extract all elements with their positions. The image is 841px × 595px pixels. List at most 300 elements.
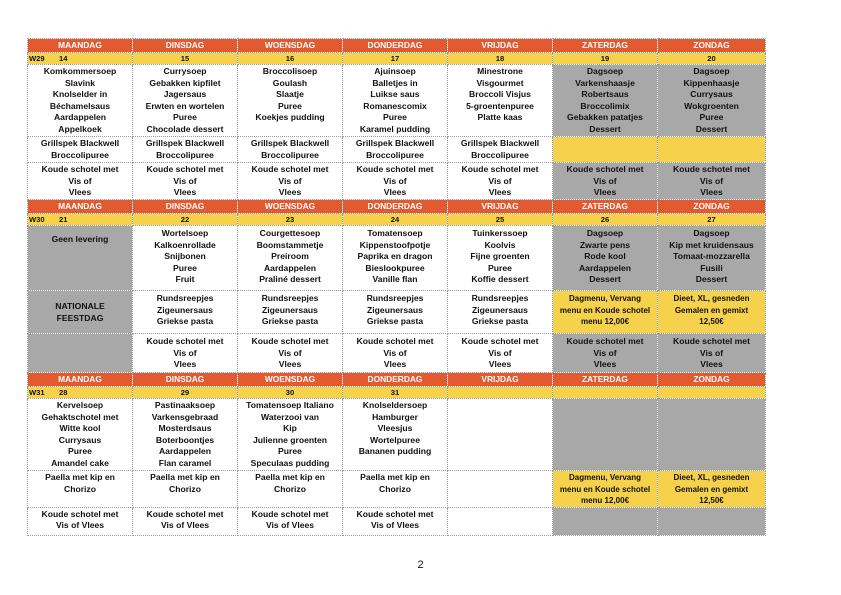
day-name: VRIJDAG [448, 39, 553, 53]
menu-line: Boterboontjes [155, 434, 215, 445]
menu-row [28, 226, 766, 291]
day-name: MAANDAG [28, 200, 133, 214]
menu-line: Platte kaas [477, 112, 523, 123]
day-name: DONDERDAG [343, 39, 448, 53]
menu-line: Grillspek Blackwell [40, 138, 120, 148]
menu-line: Dagsoep [693, 66, 730, 76]
menu-line: Vis of [699, 175, 724, 186]
menu-line: Dagsoep [586, 228, 624, 238]
day-header-row [28, 373, 766, 387]
menu-line: Griekse pasta [261, 316, 319, 327]
day-name: ZONDAG [658, 200, 766, 214]
day-name: ZATERDAG [553, 39, 658, 53]
menu-line: Puree [278, 446, 302, 457]
date-number: 23 [238, 214, 343, 226]
menu-line: Tomaat-mozzarella [673, 251, 750, 262]
date-number: 22 [133, 214, 238, 226]
menu-line: Puree [173, 112, 197, 123]
menu-line: Vlees [700, 359, 723, 370]
day-name: ZONDAG [658, 373, 766, 387]
menu-line: Currysaus [58, 434, 102, 445]
menu-line: Grillspek Blackwell [145, 138, 225, 148]
menu-line: Puree [383, 112, 407, 123]
menu-line: Vis of [593, 175, 617, 186]
day-header-row [28, 39, 766, 53]
menu-cell [133, 399, 238, 471]
menu-line: Vleesjus [377, 423, 413, 434]
menu-line: Dagsoep [586, 66, 624, 76]
menu-line: Koolvis [484, 239, 516, 250]
date-number: 18 [448, 53, 553, 65]
menu-line: Vis of Vlees [370, 520, 420, 531]
menu-row [28, 471, 766, 508]
menu-line: Julienne groenten [252, 434, 327, 445]
menu-cell [28, 507, 133, 535]
menu-line: Snijbonen [164, 251, 206, 262]
week-date-cell [28, 53, 133, 65]
menu-cell [238, 399, 343, 471]
menu-line: Paella met kip en [255, 472, 325, 482]
menu-line: Koude schotel met [251, 164, 329, 174]
date-number [658, 387, 766, 399]
menu-row [28, 65, 766, 137]
menu-line: Koude schotel met [146, 164, 224, 174]
menu-line: Komkommersoep [43, 66, 117, 76]
menu-cell [448, 291, 553, 334]
menu-line: Bananen pudding [358, 446, 432, 457]
menu-line: FEESTDAG [56, 313, 104, 323]
menu-line: Vis of [173, 347, 197, 358]
menu-cell [28, 471, 133, 508]
menu-line: Dagmenu, Vervang [568, 473, 642, 482]
menu-line: Wortelpuree [370, 434, 420, 445]
menu-line: Dieet, XL, gesneden [673, 294, 750, 303]
menu-cell [133, 334, 238, 373]
menu-cell [448, 334, 553, 373]
date-row [28, 53, 766, 65]
menu-line: Vis of [383, 347, 407, 358]
date-number: 19 [553, 53, 658, 65]
menu-cell [28, 226, 133, 291]
menu-cell [553, 137, 658, 163]
menu-line: Puree [488, 262, 512, 273]
menu-line: Broccolipuree [471, 149, 529, 160]
menu-line: menu en Koude schotel [559, 305, 651, 315]
menu-cell [448, 399, 553, 471]
menu-cell [238, 471, 343, 508]
menu-line: Knolselder in [52, 89, 108, 100]
menu-line: Vlees [488, 359, 512, 370]
menu-cell [658, 163, 766, 200]
menu-row [28, 334, 766, 373]
menu-line: 12,50€ [699, 317, 724, 327]
day-name: VRIJDAG [448, 373, 553, 387]
menu-line: Griekse pasta [156, 316, 214, 327]
date-number: 26 [553, 214, 658, 226]
menu-line: Bieslookpuree [365, 262, 425, 273]
menu-line: Puree [278, 100, 302, 111]
menu-cell [448, 65, 553, 137]
menu-cell [238, 65, 343, 137]
menu-line: Rundsreepjes [471, 293, 529, 303]
menu-line: Slaatje [276, 89, 304, 100]
menu-line: Chorizo [379, 483, 411, 494]
menu-line: Erwten en wortelen [145, 100, 225, 111]
menu-cell [28, 334, 133, 373]
date-number: 17 [343, 53, 448, 65]
menu-cell [658, 507, 766, 535]
day-name: WOENSDAG [238, 200, 343, 214]
date-number: 25 [448, 214, 553, 226]
menu-line: Vis of [699, 347, 724, 358]
day-name: ZONDAG [658, 39, 766, 53]
menu-line: Broccolipuree [156, 149, 214, 160]
menu-row [28, 507, 766, 535]
menu-line: Vis of [593, 347, 617, 358]
menu-line: Koffie dessert [471, 274, 529, 285]
menu-line: Broccolipuree [261, 149, 319, 160]
menu-cell [343, 471, 448, 508]
menu-line: Chorizo [274, 483, 306, 494]
day-name: MAANDAG [28, 39, 133, 53]
menu-cell [133, 163, 238, 200]
menu-cell [238, 137, 343, 163]
menu-line: Broccolipuree [51, 149, 109, 160]
menu-line: 5-groentenpuree [466, 100, 534, 111]
menu-line: Balletjes in [372, 77, 418, 88]
date-row [28, 214, 766, 226]
week-date-cell [28, 214, 133, 226]
menu-line: Koude schotel met [673, 336, 750, 346]
menu-line: Chorizo [169, 483, 201, 494]
menu-line: Rundsreepjes [156, 293, 214, 303]
menu-line: Hamburger [372, 411, 418, 422]
menu-line: Koude schotel met [41, 508, 119, 519]
menu-line: Geen levering [51, 234, 109, 244]
menu-cell [448, 163, 553, 200]
menu-line: Broccolimix [580, 100, 630, 111]
menu-line: Wokgroenten [684, 100, 739, 111]
week-date-cell [28, 387, 133, 399]
menu-line: Vlees [173, 187, 197, 198]
menu-cell [238, 507, 343, 535]
menu-line: Vlees [593, 187, 617, 198]
menu-line: Kippenhaasje [683, 77, 740, 88]
menu-line: Aardappelen [53, 112, 107, 123]
menu-line: Gehaktschotel met [41, 411, 119, 422]
menu-line: Koude schotel met [356, 164, 434, 174]
menu-line: Vis of [68, 175, 92, 186]
menu-line: Vlees [278, 359, 302, 370]
menu-cell [133, 471, 238, 508]
menu-line: Ajuinsoep [374, 66, 416, 76]
menu-line: Kip met kruidensaus [669, 239, 754, 250]
menu-line: Koude schotel met [356, 508, 434, 519]
menu-line: Koude schotel met [251, 508, 329, 519]
menu-line: Goulash [272, 77, 308, 88]
menu-cell [448, 471, 553, 508]
week-number: W30 [29, 215, 45, 224]
menu-cell [343, 163, 448, 200]
menu-cell [553, 65, 658, 137]
menu-line: Fruit [175, 274, 195, 285]
menu-line: Broccolipuree [366, 149, 424, 160]
menu-line: Broccolisoep [262, 66, 318, 76]
menu-line: NATIONALE [55, 301, 105, 312]
menu-line: Koude schotel met [673, 164, 750, 174]
day-name: VRIJDAG [448, 200, 553, 214]
menu-line: Griekse pasta [471, 316, 529, 327]
menu-row [28, 399, 766, 471]
menu-line: Knolseldersoep [362, 400, 428, 410]
menu-line: Paella met kip en [45, 472, 115, 482]
menu-cell [553, 163, 658, 200]
menu-cell [553, 291, 658, 334]
menu-line: Aardappelen [263, 262, 317, 273]
menu-line: Dessert [695, 274, 728, 285]
menu-line: Dessert [695, 123, 728, 134]
day-name: DONDERDAG [343, 200, 448, 214]
menu-line: Gemalen en gemixt [674, 305, 749, 315]
day-name: WOENSDAG [238, 39, 343, 53]
menu-cell [133, 65, 238, 137]
menu-line: Tuinkerssoep [472, 228, 528, 238]
menu-line: Karamel pudding [359, 123, 431, 134]
menu-cell [343, 226, 448, 291]
menu-line: Wortelsoep [161, 228, 209, 238]
menu-line: Tomatensoep Italiano [246, 400, 334, 410]
menu-cell [658, 291, 766, 334]
menu-line: Béchamelsaus [49, 100, 111, 111]
menu-line: Fusili [700, 262, 723, 273]
menu-line: Koude schotel met [356, 336, 434, 346]
menu-cell [343, 334, 448, 373]
menu-line: Varkensgebraad [151, 411, 219, 422]
menu-line: Vis of Vlees [160, 520, 210, 531]
menu-line: Vis of Vlees [55, 520, 105, 531]
menu-cell [343, 65, 448, 137]
menu-line: Vanille flan [372, 274, 418, 285]
menu-line: Broccoli Visjus [469, 89, 531, 100]
menu-cell [28, 163, 133, 200]
menu-cell [238, 226, 343, 291]
day-name: WOENSDAG [238, 373, 343, 387]
menu-line: Romanescomix [363, 100, 427, 111]
menu-line: menu en Koude schotel [559, 484, 651, 494]
menu-line: Chorizo [64, 483, 96, 494]
menu-line: Pastinaaksoep [154, 400, 216, 410]
menu-row [28, 137, 766, 163]
menu-line: Koude schotel met [41, 164, 119, 174]
menu-line: Currysoep [163, 66, 207, 76]
menu-line: Koude schotel met [146, 336, 224, 346]
menu-line: Vis of [488, 175, 512, 186]
menu-line: Dessert [589, 274, 621, 285]
menu-cell [553, 334, 658, 373]
menu-line: Grillspek Blackwell [460, 138, 540, 148]
menu-cell [448, 226, 553, 291]
menu-line: Koude schotel met [461, 164, 539, 174]
menu-line: Aardappelen [578, 262, 632, 273]
date-row [28, 387, 766, 399]
menu-cell [133, 291, 238, 334]
menu-cell [28, 65, 133, 137]
menu-cell [553, 226, 658, 291]
menu-cell [448, 507, 553, 535]
menu-line: Praliné dessert [259, 274, 321, 285]
menu-line: Vis of Vlees [265, 520, 315, 531]
menu-cell [343, 137, 448, 163]
menu-line: Paella met kip en [360, 472, 430, 482]
menu-cell [238, 291, 343, 334]
menu-line: Rundsreepjes [261, 293, 319, 303]
menu-line: Grillspek Blackwell [250, 138, 330, 148]
menu-line: menu 12,00€ [580, 317, 630, 327]
menu-line: Luikse saus [370, 89, 420, 100]
menu-line: Vis of [173, 175, 197, 186]
menu-line: menu 12,00€ [580, 496, 630, 506]
day-name: DONDERDAG [343, 373, 448, 387]
menu-line: Vlees [488, 187, 512, 198]
day-name: DINSDAG [133, 200, 238, 214]
menu-line: Witte kool [59, 423, 101, 434]
menu-line: Preiroom [271, 251, 309, 262]
menu-line: Vlees [173, 359, 197, 370]
menu-cell [553, 471, 658, 508]
menu-line: Zigeunersaus [367, 304, 423, 315]
menu-line: 12,50€ [699, 496, 724, 506]
menu-cell [133, 226, 238, 291]
menu-cell [133, 507, 238, 535]
menu-line: Fijne groenten [470, 251, 530, 262]
menu-line: Amandel cake [51, 457, 109, 468]
date-number [448, 387, 553, 399]
weekly-menu-table [27, 38, 766, 536]
menu-line: Slavink [64, 77, 96, 88]
date-number: 31 [343, 387, 448, 399]
menu-line: Kalkoenrollade [154, 239, 216, 250]
menu-line: Vis of [278, 175, 302, 186]
date-number: 15 [133, 53, 238, 65]
menu-line: Aardappelen [158, 446, 212, 457]
menu-line: Chocolade dessert [146, 123, 224, 134]
menu-line: Zwarte pens [579, 239, 631, 250]
menu-cell [343, 399, 448, 471]
menu-cell [238, 334, 343, 373]
menu-line: Koude schotel met [146, 508, 224, 519]
menu-cell [658, 471, 766, 508]
menu-line: Puree [68, 446, 92, 457]
menu-line: Puree [699, 112, 724, 123]
menu-cell [28, 291, 133, 334]
day-name: ZATERDAG [553, 200, 658, 214]
menu-line: Kippenstoofpotje [359, 239, 431, 250]
menu-line: Paprika en dragon [357, 251, 433, 262]
menu-cell [658, 226, 766, 291]
week-number: W31 [29, 388, 45, 397]
menu-line: Flan caramel [158, 457, 212, 468]
menu-line: Zigeunersaus [262, 304, 318, 315]
menu-cell [28, 399, 133, 471]
date-number: 21 [59, 215, 68, 224]
week-number: W29 [29, 54, 45, 63]
menu-line: Koude schotel met [461, 336, 539, 346]
menu-cell [133, 137, 238, 163]
menu-cell [448, 137, 553, 163]
date-number: 20 [658, 53, 766, 65]
menu-line: Visgourmet [476, 77, 524, 88]
menu-line: Boomstammetje [256, 239, 324, 250]
date-number [553, 387, 658, 399]
date-number: 28 [59, 388, 68, 397]
menu-line: Puree [173, 262, 197, 273]
menu-line: Mosterdsaus [158, 423, 212, 434]
menu-line: Speculaas pudding [250, 457, 330, 468]
menu-line: Gebakken kipfilet [149, 77, 221, 88]
menu-cell [343, 507, 448, 535]
menu-line: Tomatensoep [367, 228, 423, 238]
menu-row [28, 163, 766, 200]
menu-line: Vis of [383, 175, 407, 186]
day-name: MAANDAG [28, 373, 133, 387]
menu-line: Rode kool [584, 251, 626, 262]
menu-line: Waterzooi van [261, 411, 319, 422]
page-number: 2 [417, 559, 424, 571]
menu-line: Dessert [589, 123, 621, 134]
menu-line: Vlees [278, 187, 302, 198]
menu-cell [658, 65, 766, 137]
menu-line: Vlees [593, 359, 617, 370]
day-name: ZATERDAG [553, 373, 658, 387]
menu-line: Gebakken patatjes [567, 112, 643, 123]
menu-cell [658, 137, 766, 163]
menu-line: Jagersaus [163, 89, 207, 100]
day-name: DINSDAG [133, 39, 238, 53]
menu-line: Vlees [68, 187, 92, 198]
menu-line: Dagsoep [693, 228, 730, 238]
menu-line: Koude schotel met [251, 336, 329, 346]
menu-line: Kip [283, 423, 297, 434]
menu-line: Zigeunersaus [157, 304, 213, 315]
menu-line: Vlees [700, 187, 723, 198]
day-header-row [28, 200, 766, 214]
menu-line: Paella met kip en [150, 472, 220, 482]
menu-line: Koude schotel met [566, 164, 644, 174]
menu-cell [658, 334, 766, 373]
menu-line: Currysaus [690, 89, 733, 100]
menu-cell [343, 291, 448, 334]
menu-line: Minestrone [477, 66, 523, 76]
menu-cell [658, 399, 766, 471]
menu-line: Vis of [278, 347, 302, 358]
menu-line: Appelkoek [58, 123, 102, 134]
menu-line: Vlees [383, 359, 407, 370]
menu-line: Grillspek Blackwell [355, 138, 435, 148]
menu-line: Robertsaus [581, 89, 629, 100]
menu-line: Kervelsoep [56, 400, 104, 410]
menu-line: Vis of [488, 347, 512, 358]
menu-line: Vlees [383, 187, 407, 198]
menu-line: Varkenshaasje [575, 77, 635, 88]
menu-cell [238, 163, 343, 200]
date-number: 16 [238, 53, 343, 65]
menu-line: Dieet, XL, gesneden [673, 473, 750, 482]
menu-row [28, 291, 766, 334]
menu-line: Courgettesoep [259, 228, 321, 238]
menu-line: Zigeunersaus [472, 304, 528, 315]
day-name: DINSDAG [133, 373, 238, 387]
menu-line: Gemalen en gemixt [674, 484, 749, 494]
